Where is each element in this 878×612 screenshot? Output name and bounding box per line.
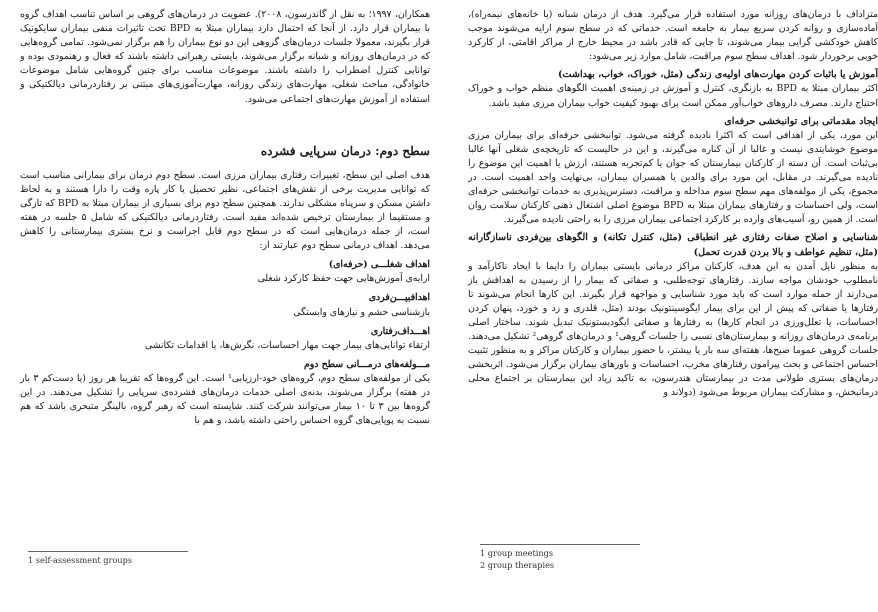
components-paragraph: یکی از مولفه‌های سطح دوم، گروه‌های خود-ارزیابی¹ است. این گروه‌ها که تقریبا هر روز (یا دست‌کم ۳ بار در هفته) برگزار می‌شوند، بدنه‌ی اصلی خدمات درمان‌های فشرده‌ی سرپایی را تشکیل می‌دهند. در این گروه‌ها بین ۳ تا ۱۰ بیمار می‌توانند شرکت کنند. شایسته است که رهبر گروه، بالینگر متبحری باشد که هم نسبت به پویایی‌های گروه احساس راحتی داشته باشد، و هم با xyxy=(20,372,430,427)
life-skills-paragraph: اکثر بیماران مبتلا به BPD به بازنگری، کنترل و آموزش در زمینه‌ی اهمیت الگوهای منظم خواب و خوراک احتیاج دارند. مصرف داروهای خواب‌آور ممکن است برای بهبود کیفیت خواب بیماران مرزی مفید باشد. xyxy=(468,83,878,109)
goal-behavioral xyxy=(20,325,430,353)
footnote: 1 self-assessment groups xyxy=(28,555,133,565)
footnote: 1 group meetings xyxy=(480,548,554,558)
components-block xyxy=(20,358,430,428)
section-heading-level-two: سطح دوم: درمان سرپایی فشرده xyxy=(260,143,430,158)
goal-title: اهدافبیـــن‌فردی xyxy=(368,292,430,304)
right-footnotes xyxy=(480,544,650,571)
left-page-column xyxy=(20,8,430,428)
goal-body: ارایه‌ی آموزش‌هایی جهت حفظ کارکرد شغلی xyxy=(257,273,430,285)
footnote: 2 group therapies xyxy=(480,560,555,570)
section-heading-maladaptive-traits: شناسایی و اصلاح صفات رفتاری غیر انطباقی (مثل، کنترل تکانه) و الگوهای بین‌فردی ناسازگارانه (مثل، تنظیم عواطف و بالا بردن قدرت تحمل) xyxy=(468,232,878,258)
footnote-rule xyxy=(28,551,188,552)
goal-vocational xyxy=(20,258,430,286)
level-two-paragraph: هدف اصلی این سطح، تغییرات رفتاری بیماران مرزی است. سطح دوم درمان برای بیمارانی مناسب است که توانایی مدیریت برخی از نقش‌های اجتماعی، نظیر تحصیل یا کار پاره وقت را دارا هستند و به لحاظ داشتن مسکن و سرپناه مشکلی ندارند. همچنین سطح دوم برای بسیاری از بیماران مبتلا به BPD که تازگی و مستقیما از بیمارستان ترخیص شده‌اند مفید است. رفتاردرمانی دیالکتیکی که شامل ۵ جلسه در هفته است، از جمله درمان‌هایی است که در سطح دوم قابل اجراست و نرخ بستری بیمارستانی را کاهش می‌دهد. اهداف درمانی سطح دوم عبارتند از: xyxy=(20,169,431,252)
goal-body: بازشناسی خشم و نیازهای وابستگی xyxy=(293,306,430,318)
footnote-rule xyxy=(480,544,640,545)
components-heading: مـــولفه‌های درمـــانی سطح دوم xyxy=(304,358,430,370)
goal-title: اهـــداف‌رفتاری xyxy=(370,325,430,337)
section-heading-vocational-rehab: ایجاد مقدماتی برای توانبخشی حرفه‌ای xyxy=(724,115,878,127)
maladaptive-traits-paragraph: به منظور نایل آمدن به این هدف، کارکنان مراکز درمانی بایستی بیماران را دایما با ایجاد ناکارآمد و نامطلوب خودشان مواجه سازند. رفتارهای توجه‌طلبی، و صفاتی که بیمار را از رسیدن به اهدافش باز می‌دارند از جمله موارد است که باید مورد شناسایی و مواجهه قرار بگیرند. این کارها انجام می‌شوند تا رفتارها یا صفاتی که پیش از این برای بیمار ایگوسینتونیک بودند (مثل، قلدری و زد و خورد، پنهان کردن احساسات، یا تعلل‌ورزی در انجام کارها) به رفتارها و صفاتی ایگودیستونیک تبدیل شوند. ساختار اصلی برنامه‌ی درمان‌های روزانه و بیمارستان‌های نسبی را جلسات گروهی¹ و درمان‌های گروهی² تشکیل می‌دهند. جلسات گروهی عموما صبح‌ها، هفته‌ای سه بار یا بیشتر، با حضور بیماران و کارکنان مراکز و به منظور تثبیت احساس اجتماعی و بحث پیرامون رفتارهای مخرب، احساسات و باورهای بیماران برگزار می‌شود. اثربخشی درمان‌های بستری طولانی مدت در بیمارستان هندرسون، به تاکید زیاد این بیمارستان بر اجتماع محلی درمانبخش، و مشارکت بیماران مربوط می‌شود (دولاند و xyxy=(468,260,878,399)
left-footnotes xyxy=(28,551,198,566)
goal-interpersonal xyxy=(20,291,430,319)
vocational-rehab-paragraph: این مورد، یکی از اهدافی است که اکثرا نادیده گرفته می‌شود. توانبخشی حرفه‌ای برای بیماران مرزی موضوع خوشایندی نیست و غالبا از آن کناره می‌گیرند، و این در حالیست که تاریخچه‌ی شغلی آنها غالبا بی‌ثبات است. آن دسته از کارکنان بیمارستان که جوان یا کم‌تجربه هستند، ارزش یا اهمیت این موضوع را نادیده می‌گیرند. در مقابل، این مورد برای والدین یا همسران بیماران، بی‌نهایت واجد اهمیت است. در مجموع، یکی از مولفه‌های مهم سطح سوم مداخله و مراقبت، دسترس‌پذیری به خدمات توانبخشی حرفه‌ای است، ولی احساسات و رفتارهای بیماران مبتلا به BPD موضوع اصلی اشتغال ذهنی کارکنان سلامت روان است. از همین رو، آسیب‌های وارده بر کارکرد اجتماعی بیماران مرزی را به راحتی نادیده می‌گیرند. xyxy=(468,129,878,226)
right-intro-paragraph: متراداف با درمان‌های روزانه مورد استفاده قرار می‌گیرد. هدف از درمان شبانه (یا خانه‌های نیمه‌راه)، آماده‌سازی و روانه کردن سریع بیمار به جامعه است. خدماتی که در سطح سوم ارایه می‌شوند موجب کاهش خودکشی گرایی بیمار می‌شوند، تا جایی که قادر باشد در محیط خارج از مراکز اقامتی، از کارکرد خوبی برخوردار شود. اهداف سطح سوم مراقبت، شامل موارد زیر می‌شود: xyxy=(468,9,878,63)
left-intro-paragraph: همکاران، ۱۹۹۷؛ به نقل از گاندرسون، ۲۰۰۸). عضویت در درمان‌های گروهی بر اساس تناسب اهداف گروه با بیماران قرار دارد. از آنجا که احتمال دارد بیماران مبتلا به BPD تحت تاثیرات منفی بیماران سایکوتیک قرار بگیرند، معمولا جلسات درمان‌های گروهی این دو نوع بیماران را هم برگزار نمی‌شود. تمامی گروه‌هایی که در درمان‌های روزانه و شبانه برگزار می‌شوند، بایستی رهبرانی داشته باشند که فعال و رهنمودی بوده و توانایی کنترل اضطراب را داشته باشند. موضوعات مناسب برای چنین گروه‌هایی شامل موضوعات خانوادگی، مباحث شغلی، مهارت‌های زندگی روزانه، مهارت‌آموزی‌های مبتنی بر رفتاردرمانی دیالکتیکی و استفاده از آموزش مهارت‌های اجتماعی می‌شود. xyxy=(20,9,430,105)
right-page-column xyxy=(468,8,878,401)
goal-title: اهداف شغلـــی (حرفه‌ای) xyxy=(328,259,430,271)
section-heading-life-skills: آموزش یا باثبات کردن مهارت‌های اولیه‌ی زندگی (مثل، خوراک، خواب، بهداشت) xyxy=(558,69,878,81)
goal-body: ارتقاء توانایی‌های بیمار جهت مهار احساسات، نگرش‌ها، یا اقدامات تکانشی xyxy=(144,339,430,351)
